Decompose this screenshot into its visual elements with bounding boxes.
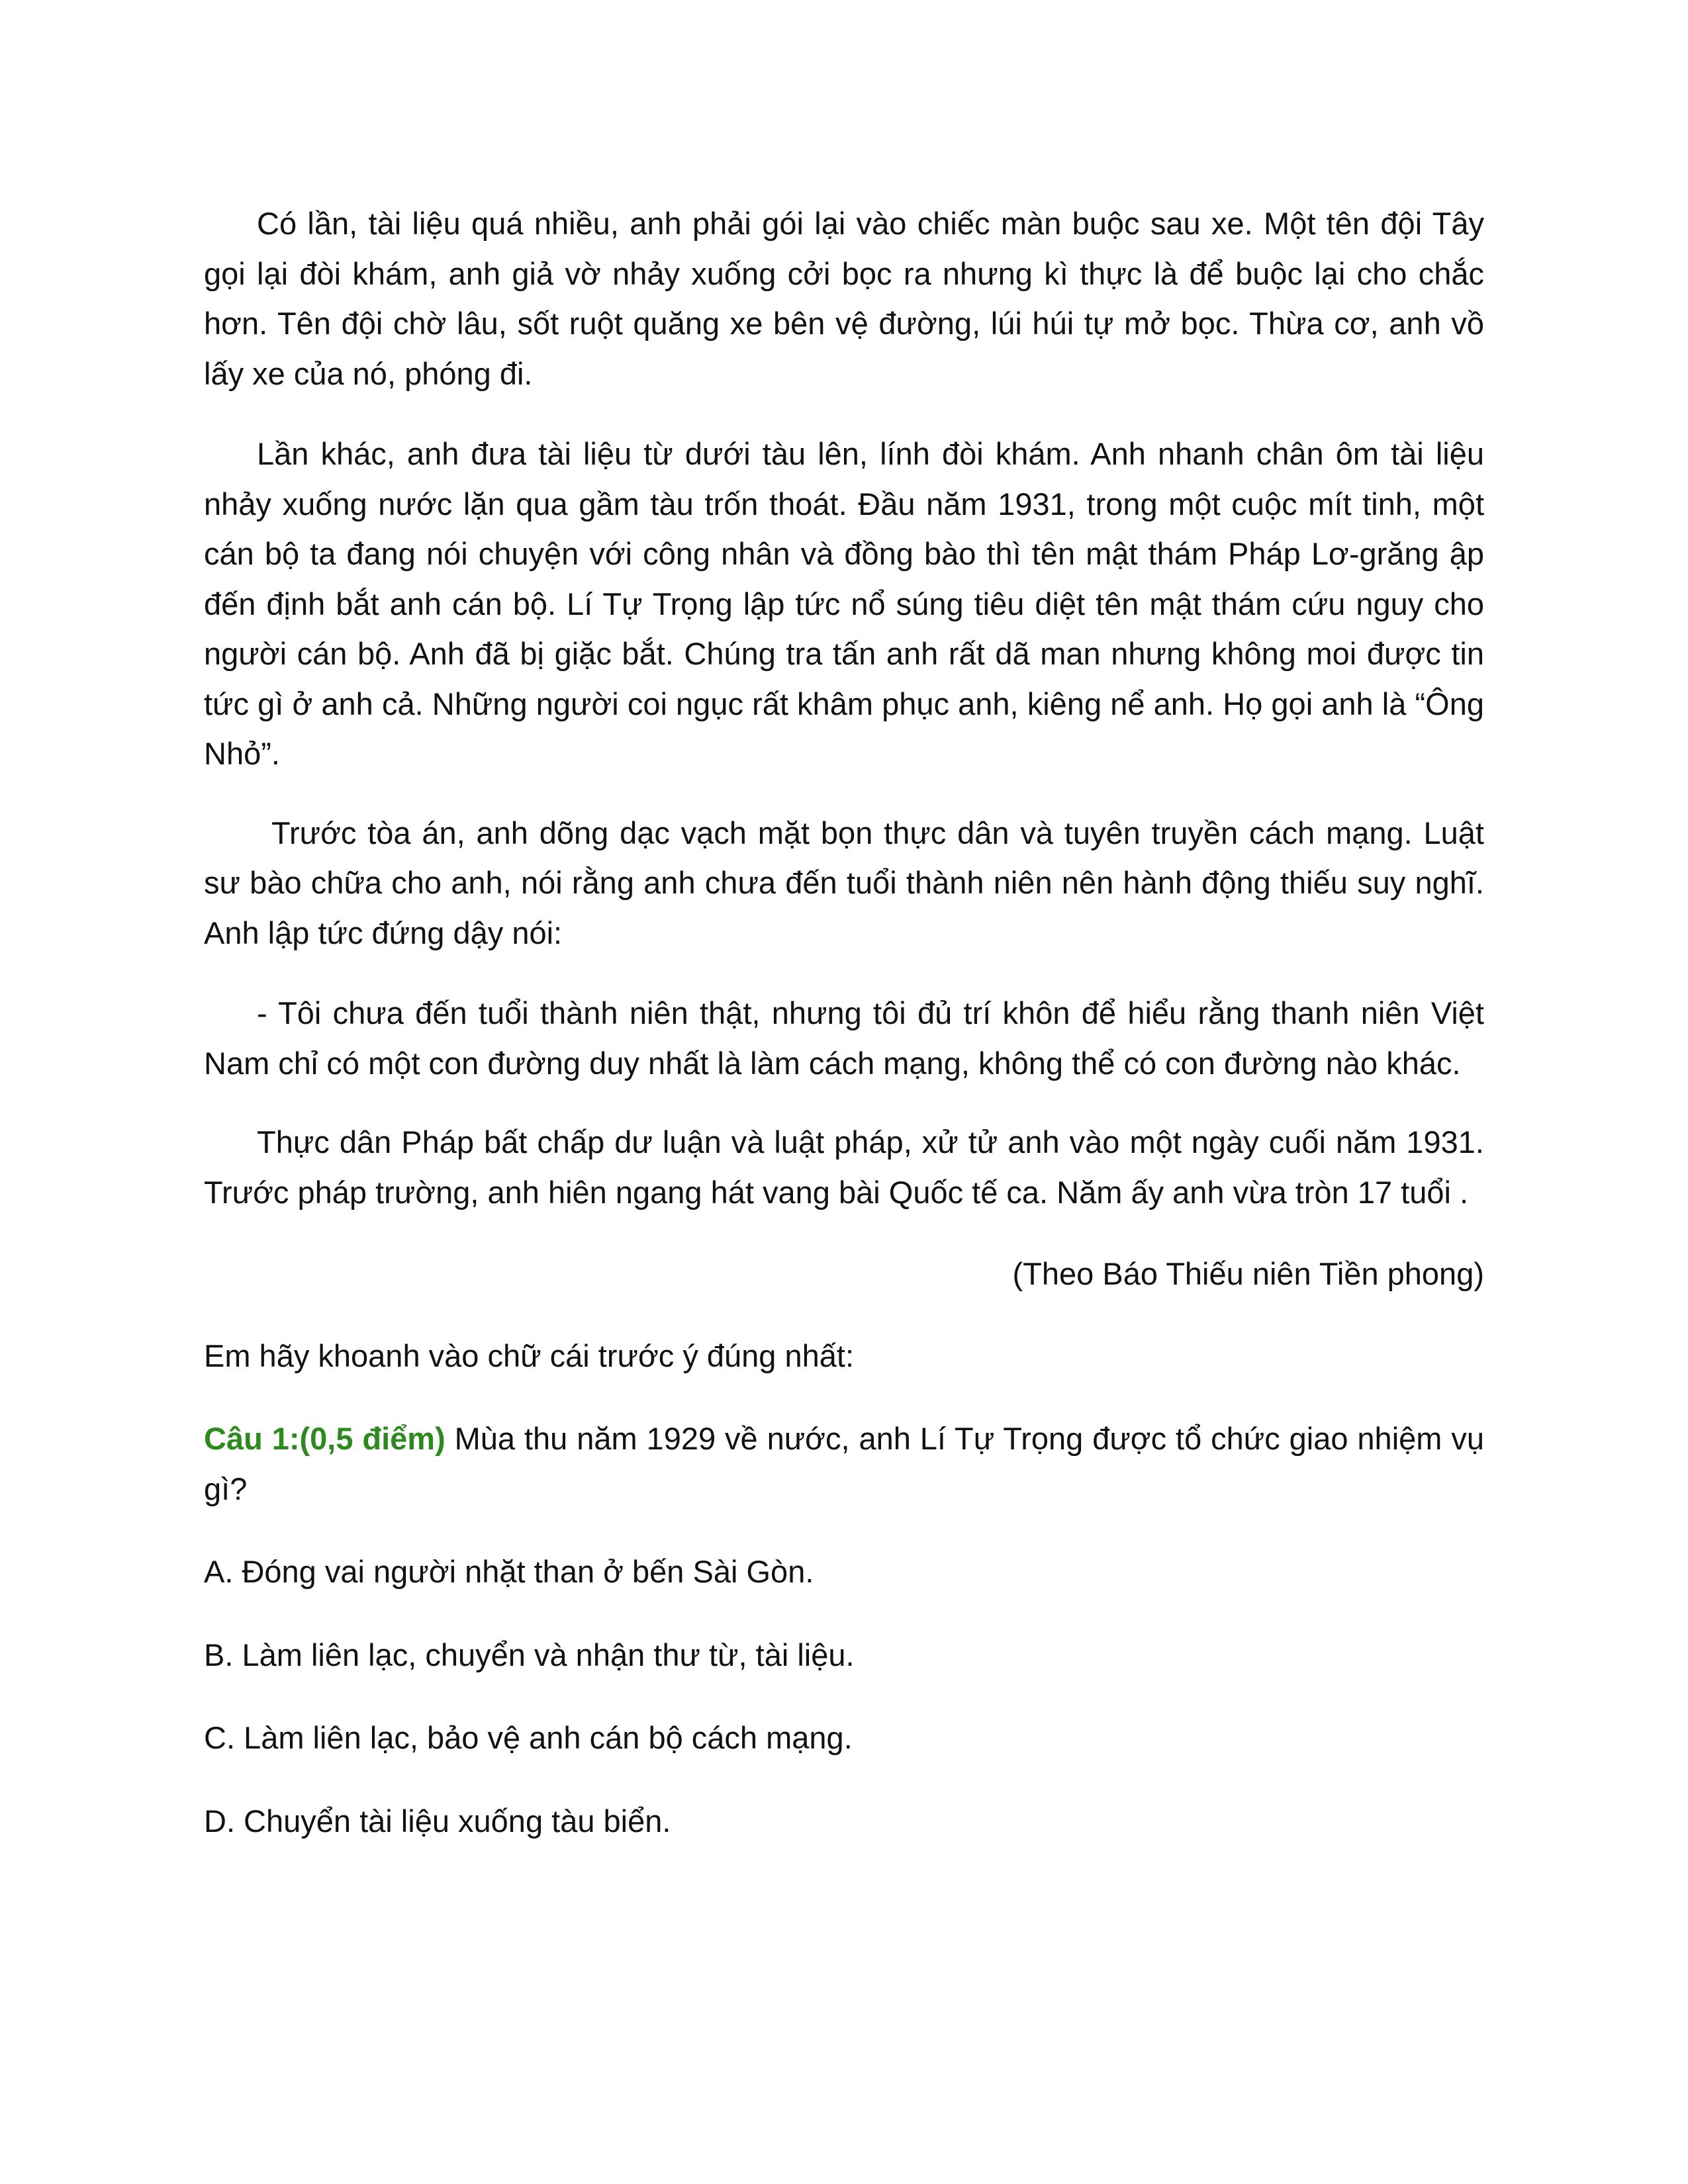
question-1 bbox=[204, 1414, 1484, 1514]
question-label: Câu 1:(0,5 điểm) bbox=[204, 1421, 445, 1456]
document-page bbox=[204, 199, 1484, 1879]
passage-paragraph-3: Trước tòa án, anh dõng dạc vạch mặt bọn thực dân và tuyên truyền cách mạng. Luật sư bào chữa cho anh, nói rằng anh chưa đến tuổi thành niên nên hành động thiếu suy nghĩ. Anh lập tức đứng dậy nói: bbox=[204, 815, 1484, 950]
passage-paragraph-5: Thực dân Pháp bất chấp dư luận và luật pháp, xử tử anh vào một ngày cuối năm 1931. Trước pháp trường, anh hiên ngang hát vang bài Quốc tế ca. Năm ấy anh vừa tròn 17 tuổi . bbox=[204, 1124, 1484, 1210]
answer-option-b[interactable]: B. Làm liên lạc, chuyển và nhận thư từ, tài liệu. bbox=[204, 1637, 855, 1672]
instruction-text: Em hãy khoanh vào chữ cái trước ý đúng nhất: bbox=[204, 1338, 855, 1373]
question-text: Mùa thu năm 1929 về nước, anh Lí Tự Trọng được tổ chức giao nhiệm vụ gì? bbox=[204, 1421, 1484, 1506]
answer-option-d[interactable]: D. Chuyển tài liệu xuống tàu biển. bbox=[204, 1803, 671, 1839]
passage-paragraph-2: Lần khác, anh đưa tài liệu từ dưới tàu lên, lính đòi khám. Anh nhanh chân ôm tài liệu nhảy xuống nước lặn qua gầm tàu trốn thoát. Đầu năm 1931, trong một cuộc mít tinh, một cán bộ ta đang nói chuyện với công nhân và đồng bào thì tên mật thám Pháp Lơ-grăng ập đến định bắt anh cán bộ. Lí Tự Trọng lập tức nổ súng tiêu diệt tên mật thám cứu nguy cho người cán bộ. Anh đã bị giặc bắt. Chúng tra tấn anh rất dã man nhưng không moi được tin tức gì ở anh cả. Những người coi ngục rất khâm phục anh, kiêng nể anh. Họ gọi anh là “Ông Nhỏ”. bbox=[204, 436, 1484, 771]
answer-option-a[interactable]: A. Đóng vai người nhặt than ở bến Sài Gòn. bbox=[204, 1554, 814, 1589]
passage-paragraph-4-quote: - Tôi chưa đến tuổi thành niên thật, nhưng tôi đủ trí khôn để hiểu rằng thanh niên Việt Nam chỉ có một con đường duy nhất là làm cách mạng, không thể có con đường nào khác. bbox=[204, 995, 1484, 1081]
passage-source: (Theo Báo Thiếu niên Tiền phong) bbox=[1012, 1256, 1484, 1291]
answer-option-c[interactable]: C. Làm liên lạc, bảo vệ anh cán bộ cách mạng. bbox=[204, 1720, 853, 1755]
passage-paragraph-1: Có lần, tài liệu quá nhiều, anh phải gói lại vào chiếc màn buộc sau xe. Một tên đội Tây gọi lại đòi khám, anh giả vờ nhảy xuống cởi bọc ra nhưng kì thực là để buộc lại cho chắc hơn. Tên đội chờ lâu, sốt ruột quăng xe bên vệ đường, lúi húi tự mở bọc. Thừa cơ, anh vồ lấy xe của nó, phóng đi. bbox=[204, 206, 1484, 391]
